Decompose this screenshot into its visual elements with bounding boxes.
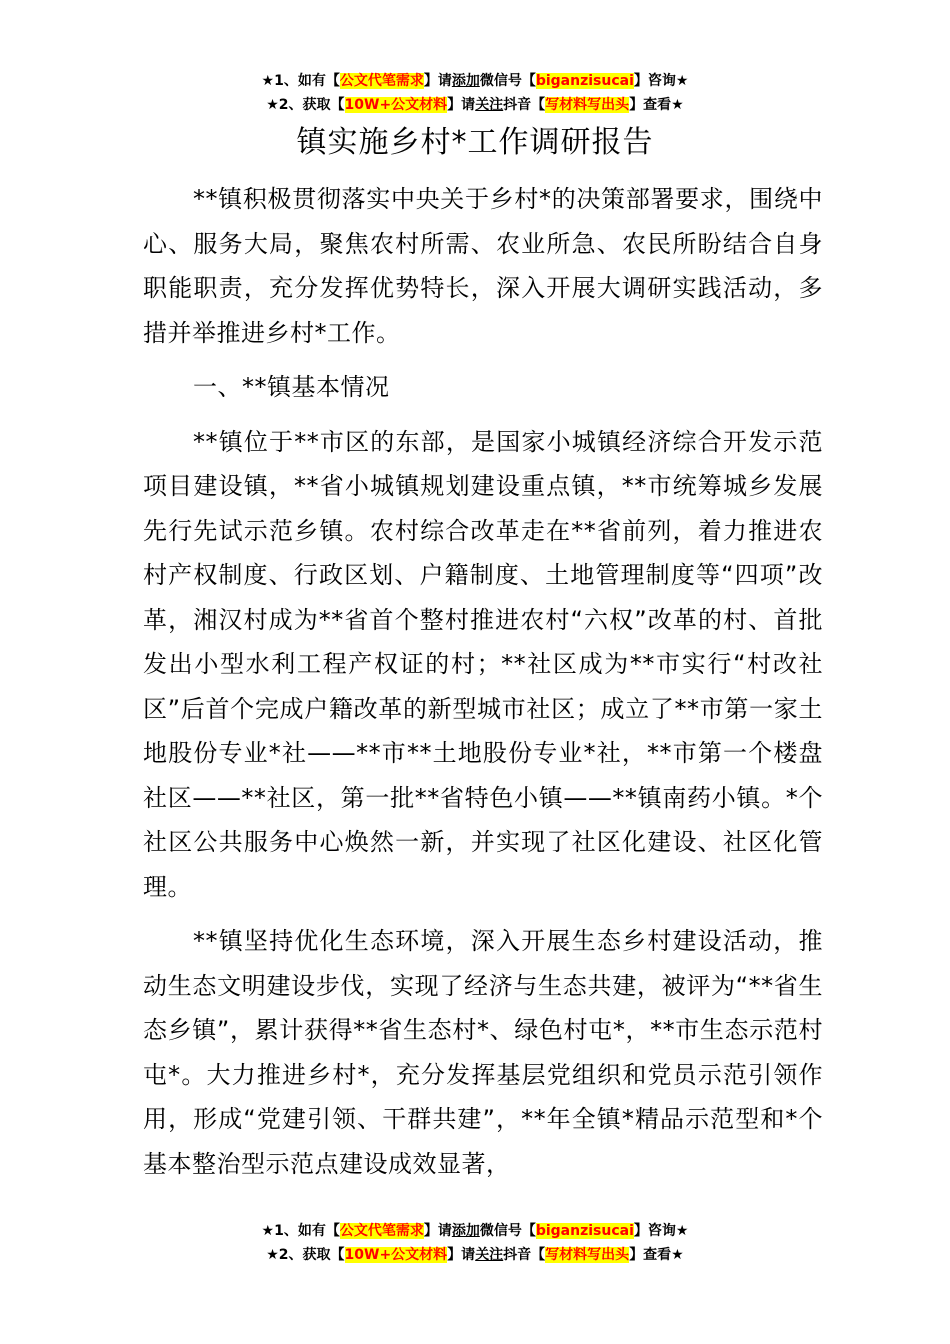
- banner-highlight-wechat: biganzisucai: [535, 1223, 634, 1239]
- paragraph-intro: **镇积极贯彻落实中央关于乡村*的决策部署要求，围绕中心、服务大局，聚焦农村所需、农业所急、农民所盼结合自身职能职责，充分发挥优势特长，深入开展大调研实践活动，多措并举推进乡村*工作。: [143, 185, 823, 347]
- banner-text: 微信号【: [479, 1223, 536, 1239]
- banner-text: 微信号【: [479, 73, 536, 89]
- banner-highlight: 公文代笔需求: [339, 1223, 424, 1239]
- banner-underline: 添加: [451, 1223, 480, 1239]
- document-title: 镇实施乡村*工作调研报告: [296, 125, 654, 160]
- banner-text: ★2、获取【: [266, 1247, 345, 1263]
- banner-text: 抖音【: [503, 1247, 546, 1263]
- section-heading: 一、**镇基本情况: [193, 373, 390, 401]
- banner-text: 】请: [447, 97, 476, 113]
- banner-underline: 添加: [451, 73, 480, 89]
- banner-line-1: [0, 69, 950, 93]
- banner-line-2: [0, 93, 950, 117]
- banner-underline: 关注: [475, 1247, 504, 1263]
- paragraph-ecology: **镇坚持优化生态环境，深入开展生态乡村建设活动，推动生态文明建设步伐，实现了经济与生态共建，被评为“**省生态乡镇”，累计获得**省生态村*、绿色村屯*，**市生态示范村屯*。大力推进乡村*，充分发挥基层党组织和党员示范引领作用，形成“党建引领、干群共建”，**年全镇*精品示范型和*个基本整治型示范点建设成效显著，: [143, 927, 823, 1178]
- banner-text: 】查看★: [629, 1247, 684, 1263]
- top-banner: [0, 69, 950, 117]
- banner-highlight-douyin: 写材料写出头: [545, 1247, 630, 1263]
- document-body: [143, 177, 823, 1196]
- banner-text: 】请: [423, 1223, 452, 1239]
- banner-text: ★1、如有【: [261, 73, 340, 89]
- banner-text: 】咨询★: [633, 73, 689, 89]
- banner-text: 】请: [447, 1247, 476, 1263]
- banner-text: ★2、获取【: [266, 97, 345, 113]
- banner-underline: 关注: [475, 97, 504, 113]
- banner-text: 抖音【: [503, 97, 546, 113]
- banner-line-2: [0, 1243, 950, 1267]
- banner-highlight: 10W+公文材料: [344, 1247, 448, 1263]
- banner-highlight: 公文代笔需求: [339, 73, 424, 89]
- banner-text: 】请: [423, 73, 452, 89]
- banner-text: 】咨询★: [633, 1223, 689, 1239]
- banner-line-1: [0, 1219, 950, 1243]
- banner-highlight-douyin: 写材料写出头: [545, 97, 630, 113]
- banner-highlight: 10W+公文材料: [344, 97, 448, 113]
- banner-highlight-wechat: biganzisucai: [535, 73, 634, 89]
- banner-text: 】查看★: [629, 97, 684, 113]
- banner-text: ★1、如有【: [261, 1223, 340, 1239]
- paragraph-basic-info: **镇位于**市区的东部，是国家小城镇经济综合开发示范项目建设镇，**省小城镇规划建设重点镇，**市统筹城乡发展先行先试示范乡镇。农村综合改革走在**省前列，着力推进农村产权制度、行政区划、户籍制度、土地管理制度等“四项”改革，湘汉村成为**省首个整村推进农村“六权”改革的村、首批发出小型水利工程产权证的村；**社区成为**市实行“村改社区”后首个完成户籍改革的新型城市社区；成立了**市第一家土地股份专业*社——**市**土地股份专业*社，**市第一个楼盘社区——**社区，第一批**省特色小镇——**镇南药小镇。*个社区公共服务中心焕然一新，并实现了社区化建设、社区化管理。: [143, 427, 823, 901]
- bottom-banner: [0, 1219, 950, 1267]
